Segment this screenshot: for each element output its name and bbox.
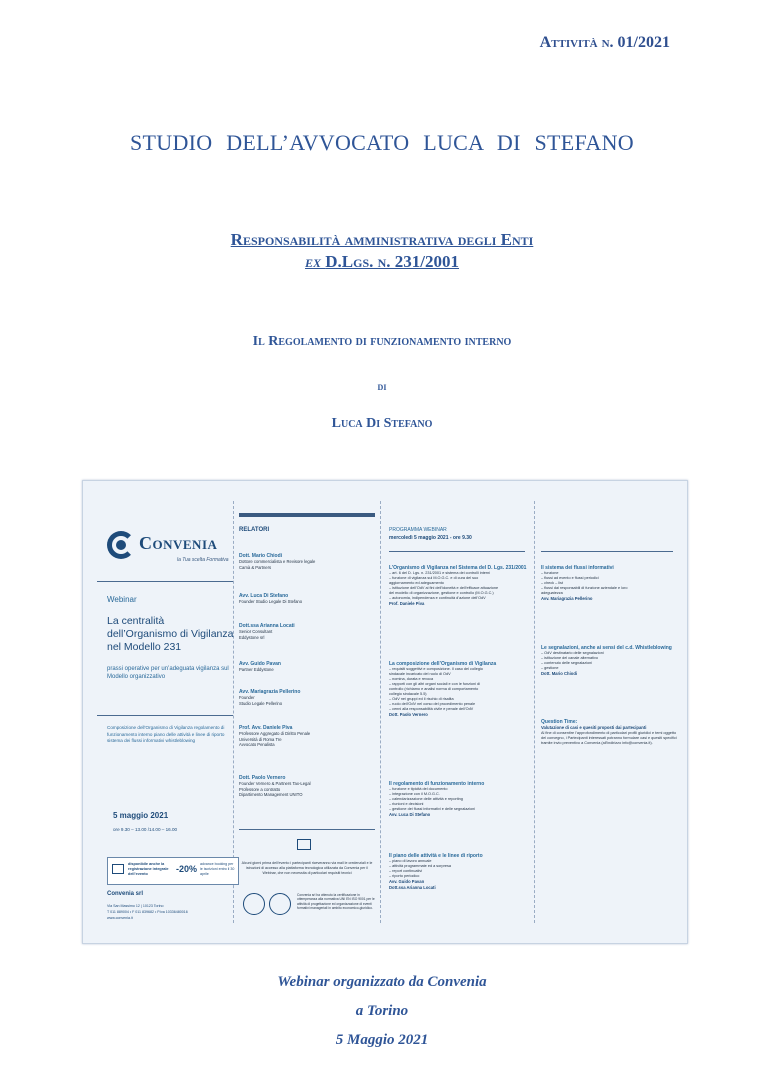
footer	[0, 968, 764, 1055]
fold-line	[534, 501, 535, 923]
footer-date: 5 Maggio 2021	[335, 1032, 429, 1048]
section-body: – funzione e tipicità del documento – integrazione con il M.O.G.C. – calendarizzazione delle attività e reporting – riunioni e decisioni – gestione dei flussi informativi e delle segnalazioni	[389, 787, 476, 811]
section-speaker: Avv. Guido Pavan Dott.ssa Arianna Locati	[389, 879, 436, 890]
subject-law: D.Lgs. n. 231/2001	[325, 252, 460, 271]
promo-booking: advance booking per le iscrizioni entro il 30 aprile	[200, 862, 235, 876]
divider	[541, 551, 673, 552]
company-address: Via San Massimo 12 | 10123 Torino T 011 889004 • F 011 839682 • P.iva 10336480016 www.convenia.it	[107, 904, 188, 920]
section-speaker: Dott. Paolo Vernero	[389, 712, 428, 717]
section-title: Il regolamento di funzionamento interno	[389, 781, 485, 787]
section-title: La composizione dell’Organismo di Vigilanza	[389, 661, 497, 667]
divider	[97, 715, 233, 716]
speaker-name: Avv. Mariagrazia Pellerino	[239, 689, 301, 695]
section-body: – requisiti soggettivi e composizione. Il caso del collegio sindacale incaricato del ruolo di OdV – nomina, durata e revoca – rapporti con gli altri organi sociali e con le funzioni di controllo (richiamo e analisi norma di comportamento collegio sindacale 5.5) – OdV nei gruppi ed il rischio di risalita – ruolo dell’OdV nel corso del procedimento penale – cenni alla responsabilità civile e penale dell’OdV	[389, 667, 483, 711]
activity-number: Attività n. 01/2021	[539, 34, 670, 51]
certification-block	[239, 891, 375, 921]
certification-text: Convenia srl ha ottenuto la certificazione in ottemperanza alla normativa UNI EN ISO 9001 per le attività di progettazione ed organizzazione di eventi formativi manageriali in ambito economico-giuridico.	[297, 893, 375, 910]
webinar-title: La centralità dell’Organismo di Vigilanza nel Modello 231	[107, 615, 234, 653]
program-heading: PROGRAMMA WEBINAR	[389, 527, 447, 533]
speaker-entry	[239, 661, 375, 673]
program-section	[389, 565, 529, 607]
section-body: – piano di lavoro annuale – attività programmate ed a sorpresa – report continuativi – riporto periodico	[389, 859, 452, 878]
section-speaker: Prof. Daniele Piva	[389, 601, 425, 606]
footer-location: a Torino	[355, 1003, 409, 1019]
program-date: mercoledì 5 maggio 2021 - ore 9.30	[389, 535, 472, 541]
logo-wordmark: Convenia	[139, 533, 218, 553]
webinar-label: Webinar	[107, 595, 137, 604]
speaker-name: Avv. Luca Di Stefano	[239, 593, 289, 599]
section-title: Question Time:	[541, 719, 578, 725]
divider	[97, 581, 233, 582]
footer-organizer: Webinar organizzato da Convenia	[277, 974, 487, 990]
speaker-role: Dottore commercialista e Revisore legale Camà & Partners	[239, 559, 316, 570]
access-notice: Alcuni giorni prima dell’evento i partecipanti riceveranno via mail le credenziali e le istruzioni di accesso alla piattaforma tecnologica utilizzata da Convenia per il Webinar, che non necessita di particolari requisiti tecnici	[241, 861, 373, 875]
speaker-entry	[239, 775, 375, 798]
subject-line-2	[0, 252, 764, 272]
speaker-name: Avv. Guido Pavan	[239, 661, 281, 667]
flyer-speakers-panel	[235, 489, 375, 935]
section-body: – OdV destinatario delle segnalazioni – istituzione del canale alternativo – contenuto delle segnalazioni – gestione	[541, 651, 604, 670]
speaker-entry	[239, 689, 375, 706]
studio-title: STUDIO DELL’AVVOCATO LUCA DI STEFANO	[129, 130, 634, 155]
speaker-entry	[239, 553, 375, 570]
speaker-name: Dott.ssa Arianna Locati	[239, 623, 295, 629]
section-speaker: Avv. Mariagrazia Pellerino	[541, 596, 593, 601]
flyer-program-panel-2	[537, 489, 677, 935]
subject-ex: ex	[304, 252, 321, 271]
promo-recording: disponibile anche la registrazione integrale dell’evento	[128, 862, 169, 876]
webinar-date: 5 maggio 2021	[113, 811, 169, 820]
flyer-program-panel	[383, 489, 531, 935]
program-section	[541, 719, 677, 746]
speaker-role: Founder Studio Legale Pellerino	[239, 695, 283, 706]
divider	[389, 551, 525, 552]
logo-tagline: la Tua scelta Formativa	[177, 557, 229, 563]
speaker-name: Dott. Mario Chiodi	[239, 553, 283, 559]
convenia-logo	[107, 527, 237, 571]
section-body: – art. 6 del D. Lgs. n. 231/2001 e sistema dei controlli interni – funzione di vigilanza sul M.O.G.C. e di cura del suo aggiornamento ed adeguamento – istituzione dell’OdV ai fini dell’idoneità e dell’efficace attuazione del modello di organizzazione, gestione e controllo (M.O.G.C.) – autonomia, indipendenza e continuità d’azione dell’OdV	[389, 571, 499, 600]
speaker-role: Partner Eddystone	[239, 667, 274, 672]
section-title: Il sistema dei flussi informativi	[541, 565, 614, 571]
subject-line-1: Responsabilità amministrativa degli Enti	[230, 230, 534, 249]
speakers-heading: RELATORI	[239, 527, 270, 533]
section-body: – funzione – flussi ad evento e flussi periodici – check – list – flussi dai responsabili di funzione aziendale e loro adeguatezza	[541, 571, 628, 595]
speaker-entry	[239, 593, 375, 605]
flyer-cover-panel	[93, 489, 233, 935]
speaker-name: Prof. Avv. Daniele Piva	[239, 725, 293, 731]
speaker-role: Founder Studio Legale Di Stefano	[239, 599, 303, 604]
program-section	[389, 781, 529, 818]
logo-dot-icon	[116, 540, 126, 550]
speaker-name: Dott. Paolo Vernero	[239, 775, 286, 781]
section-speaker: Dott. Mario Chiodi	[541, 671, 578, 676]
promo-box	[107, 857, 239, 885]
video-icon	[112, 864, 124, 874]
document-topic: Il Regolamento di funzionamento interno	[252, 334, 512, 349]
program-section	[541, 645, 677, 677]
panel-header-bar	[239, 513, 375, 517]
section-title: Le segnalazioni, anche ai sensi del c.d. Whistleblowing	[541, 645, 672, 651]
program-section	[541, 565, 677, 602]
section-note: Al fine di consentire l’approfondimento di particolari profili giuridici e temi oggetto del convegno, i Partecipanti interessati potranno formulare casi e quesiti specifici tramite invio preventivo a Convenia (all’indirizzo info@convenia.it).	[541, 731, 677, 745]
program-section	[389, 661, 529, 718]
speaker-entry	[239, 623, 375, 640]
webinar-flyer	[82, 480, 688, 944]
seal-icon	[269, 893, 291, 915]
speaker-role: Professore Aggregato di Diritto Penale Università di Roma Tre Avvocato Penalista	[239, 731, 311, 747]
webinar-hours: ore 9.30 – 13.00 /14.00 – 16.00	[113, 827, 178, 832]
author-name: Luca Di Stefano	[331, 416, 433, 431]
seal-icon	[243, 893, 265, 915]
by-label: di	[377, 379, 387, 393]
speaker-entry	[239, 725, 375, 748]
promo-discount: -20%	[176, 864, 198, 874]
section-title: Il piano delle attività e le linee di riporto	[389, 853, 483, 859]
screen-icon	[297, 839, 311, 850]
speaker-role: Founder Vernero & Partners Tax-Legal Professore a contratto Dipartimento Management UNITO	[239, 781, 311, 797]
speaker-role: Senior Consultant Eddystone srl	[239, 629, 273, 640]
section-speaker: Valutazione di casi e quesiti proposti dai partecipanti	[541, 725, 647, 730]
company-name: Convenia srl	[107, 891, 144, 897]
divider	[239, 829, 375, 830]
fold-line	[380, 501, 381, 923]
program-section	[389, 853, 529, 891]
section-title: L’Organismo di Vigilanza nel Sistema del D. Lgs. 231/2001	[389, 565, 527, 571]
webinar-topics: Composizione dell’Organismo di Vigilanza regolamento di funzionamento interno piano delle attività e linee di riporto sistema dei flussi informativi whistleblowing	[107, 725, 225, 743]
webinar-subtitle: prassi operative per un’adeguata vigilanza sul Modello organizzativo	[107, 666, 229, 680]
section-speaker: Avv. Luca Di Stefano	[389, 812, 431, 817]
